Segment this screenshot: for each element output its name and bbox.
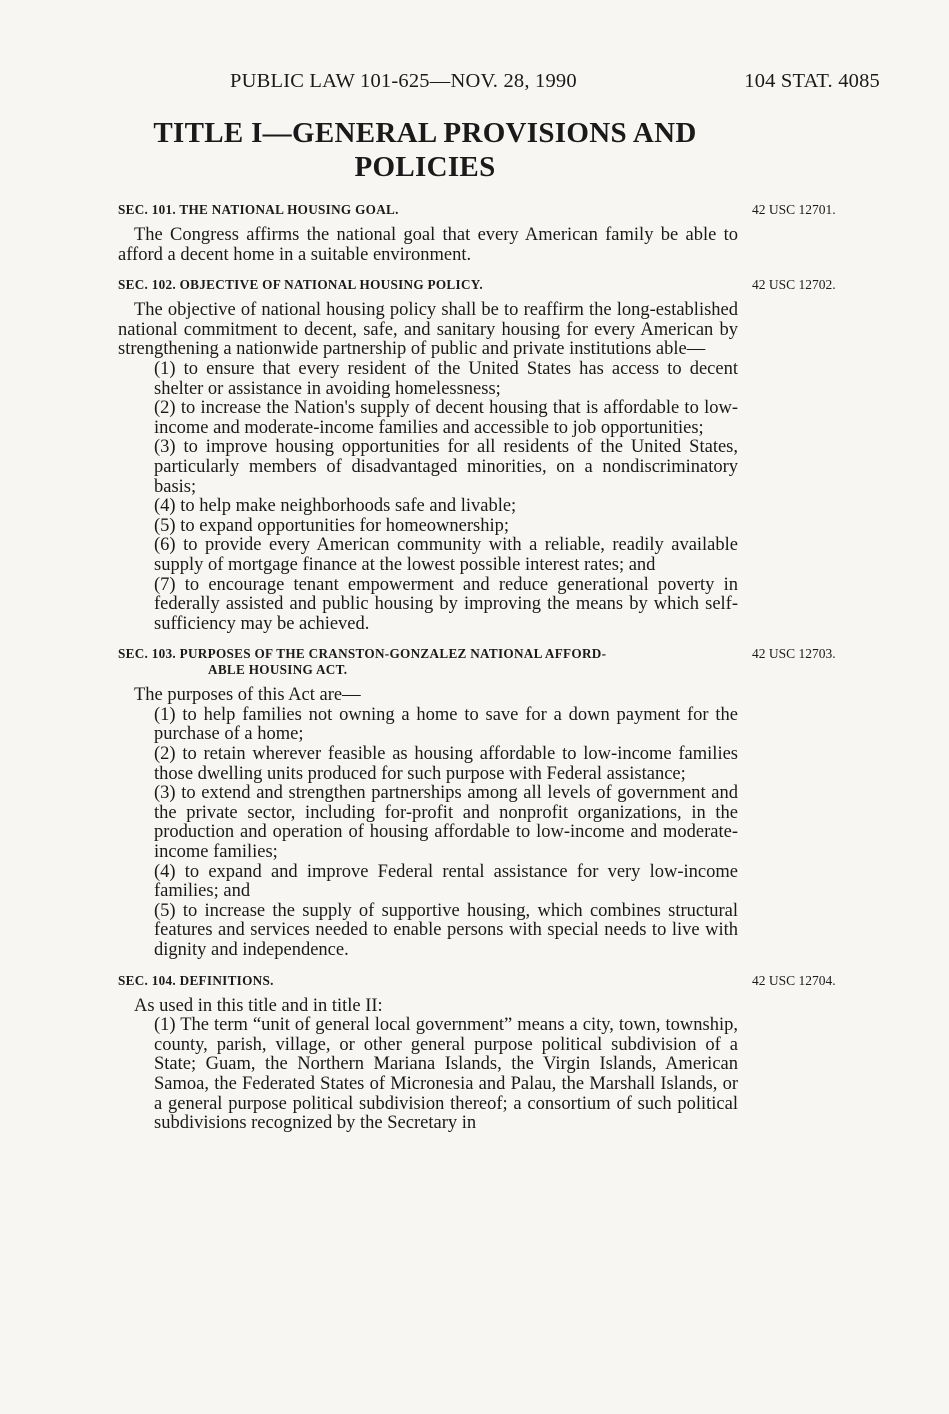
section-103-item-4: (4) to expand and improve Federal rental assistance for very low-income families; and bbox=[154, 861, 738, 902]
section-102-item-7: (7) to encourage tenant empowerment and reduce generational poverty in federally assisted and public housing by improving the means by which self-sufficiency may be achieved. bbox=[154, 574, 738, 634]
section-101-paragraph: The Congress affirms the national goal that every American family be able to afford a decent home in a suitable environment. bbox=[118, 225, 738, 265]
public-law-citation: PUBLIC LAW 101-625—NOV. 28, 1990 bbox=[230, 70, 577, 92]
section-102-body bbox=[118, 301, 738, 634]
usc-citation-103: 42 USC 12703. bbox=[752, 646, 836, 662]
section-103-body bbox=[118, 686, 738, 960]
section-102-intro: The objective of national housing policy shall be to reaffirm the long-established national commitment to decent, safe, and sanitary housing for every American by strengthening a nationwide partnership of public and private institutions able— bbox=[118, 300, 738, 360]
section-103-item-3: (3) to extend and strengthen partnerships among all levels of government and the private sector, including for-profit and nonprofit organizations, in the production and operation of housing affordable to low-income and moderate-income families; bbox=[154, 783, 738, 863]
title-line-2: POLICIES bbox=[354, 151, 496, 183]
section-102-item-6: (6) to provide every American community with a reliable, readily available supply of mortgage finance at the lowest possible interest rates; and bbox=[154, 535, 738, 575]
document-body bbox=[118, 202, 836, 1146]
section-102-item-2: (2) to increase the Nation's supply of decent housing that is affordable to low-income and moderate-income families and accessible to job opportunities; bbox=[154, 398, 738, 438]
section-104-body bbox=[118, 997, 738, 1134]
section-102-item-1: (1) to ensure that every resident of the United States has access to decent shelter or assistance in avoiding homelessness; bbox=[154, 358, 738, 399]
statute-page-number: 104 STAT. 4085 bbox=[744, 70, 880, 92]
section-104-item-1: (1) The term “unit of general local government” means a city, town, township, county, parish, village, or other general purpose political subdivision of a State; Guam, the Northern Mariana Islands, the Virgin Islands, American Samoa, the Federated States of Micronesia and Palau, the Marshall Islands, or a general purpose political subdivision thereof; a consortium of such political subdivisions recognized by the Secretary in bbox=[154, 1015, 738, 1134]
section-103-intro: The purposes of this Act are— bbox=[134, 685, 361, 706]
section-103-item-2: (2) to retain wherever feasible as housing affordable to low-income families those dwelling units produced for such purpose with Federal assistance; bbox=[154, 744, 738, 784]
section-104-heading: SEC. 104. DEFINITIONS. 42 USC 12704. bbox=[118, 973, 738, 989]
section-101-body bbox=[118, 226, 738, 265]
usc-citation-101: 42 USC 12701. bbox=[752, 202, 836, 217]
section-103-item-5: (5) to increase the supply of supportive housing, which combines structural features and services needed to enable persons with special needs to live with dignity and independence. bbox=[154, 900, 738, 960]
section-104-intro: As used in this title and in title II: bbox=[134, 995, 383, 1016]
section-102-item-5: (5) to expand opportunities for homeownership; bbox=[154, 515, 510, 536]
section-102-item-4: (4) to help make neighborhoods safe and livable; bbox=[154, 496, 517, 517]
title-heading bbox=[140, 116, 710, 184]
title-line-1: TITLE I—GENERAL PROVISIONS AND bbox=[153, 117, 697, 149]
section-102-heading: SEC. 102. OBJECTIVE OF NATIONAL HOUSING POLICY. 42 USC 12702. bbox=[118, 277, 738, 293]
section-103-item-1: (1) to help families not owning a home to save for a down payment for the purchase of a home; bbox=[154, 704, 738, 745]
usc-citation-102: 42 USC 12702. bbox=[752, 277, 836, 293]
usc-citation-104: 42 USC 12704. bbox=[752, 972, 836, 988]
section-103-heading: SEC. 103. PURPOSES OF THE CRANSTON-GONZALEZ NATIONAL AFFORD- ABLE HOUSING ACT. 42 USC 12703. bbox=[118, 646, 738, 678]
section-102-item-3: (3) to improve housing opportunities for all residents of the United States, particularly members of disadvantaged minorities, on a nondiscriminatory basis; bbox=[154, 437, 738, 497]
section-101-heading: SEC. 101. THE NATIONAL HOUSING GOAL. 42 USC 12701. bbox=[118, 202, 738, 218]
